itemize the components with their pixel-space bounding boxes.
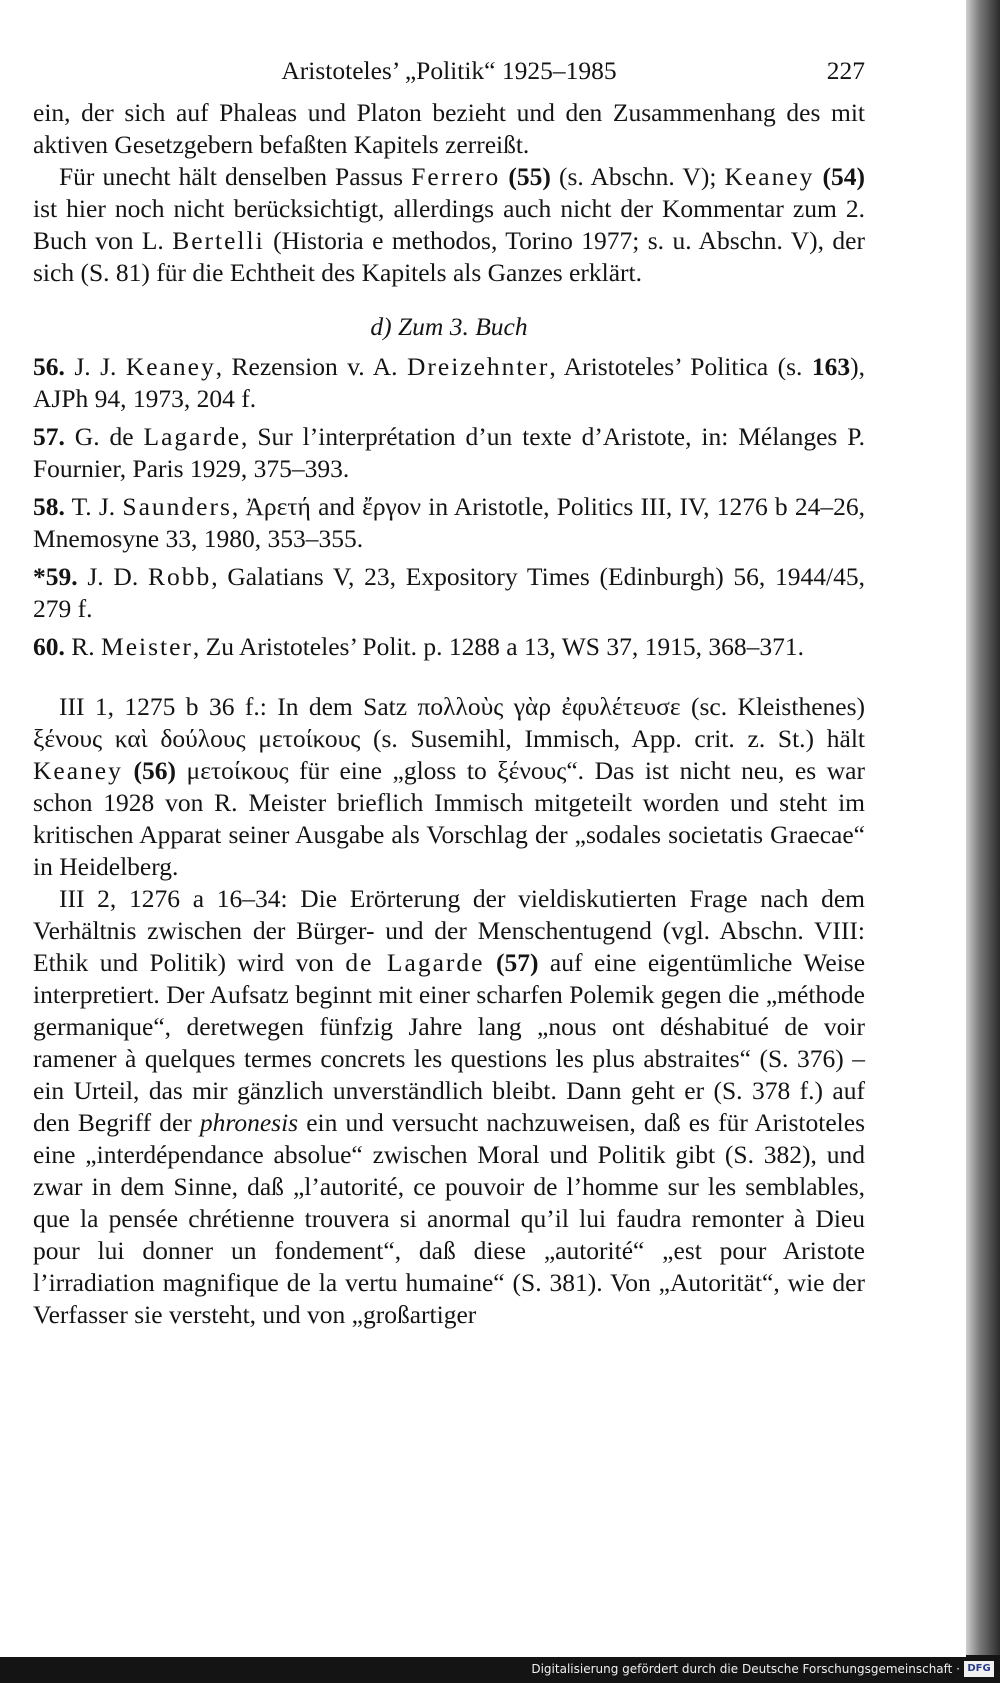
digitization-footer xyxy=(0,1657,1000,1683)
body-paragraph-1: III 1, 1275 b 36 f.: In dem Satz πολλοὺς γὰρ ἐφυλέτευσε (sc. Kleisthenes) ξένους καὶ δούλους μετοίκους (s. Susemihl, Immisch, App. crit. z. St.) hält Keaney (56) μετοίκους für eine „gloss to ξένους“. Das ist nicht neu, es war schon 1928 von R. Meister brieflich Immisch mitgeteilt worden und steht im kritischen Apparat seiner Ausgabe als Vorschlag der „sodales societatis Graecae“ in Heidelberg. xyxy=(33,692,865,881)
reference-number: (56) xyxy=(133,756,176,785)
running-title: Aristoteles’ „Politik“ 1925–1985 xyxy=(281,56,617,85)
author-name: Keaney xyxy=(33,756,123,785)
reference-number: (55) xyxy=(508,162,551,191)
author-name: Ferrero xyxy=(411,162,501,191)
section-heading: d) Zum 3. Buch xyxy=(370,312,528,341)
italic-term: phronesis xyxy=(199,1108,299,1137)
intro-paragraph-2: Für unecht hält denselben Passus Ferrero (55) (s. Abschn. V); Keaney (54) ist hier noch nicht berücksichtigt, allerdings auch nicht der Kommentar zum 2. Buch von L. Bertelli (Historia e methodos, Torino 1977; s. u. Abschn. V), der sich (S. 81) für die Echtheit des Kapitels als Ganzes erklärt. xyxy=(33,162,866,287)
bibliography-entry-57: 57. G. de Lagarde, Sur l’interprétation d’un texte d’Aristote, in: Mélanges P. Fournier, Paris 1929, 375–393. xyxy=(33,422,865,483)
bibliography-entry-58: 58. T. J. Saunders, Ἀρετή and ἔργον in Aristotle, Politics III, IV, 1276 b 24–26, Mnemosyne 33, 1980, 353–355. xyxy=(33,492,865,553)
bibliography-entry-56: 56. J. J. Keaney, Rezension v. A. Dreizehnter, Aristoteles’ Politica (s. 163), AJPh 94, 1973, 204 f. xyxy=(33,352,865,413)
reference-number: (54) xyxy=(822,162,866,191)
dfg-logo: DFG xyxy=(964,1661,994,1677)
intro-paragraph-1: ein, der sich auf Phaleas und Platon bezieht und den Zusammenhang des mit aktiven Gesetzgebern befaßten Kapitels zerreißt. xyxy=(33,98,865,159)
bibliography-entry-60: 60. R. Meister, Zu Aristoteles’ Polit. p. 1288 a 13, WS 37, 1915, 368–371. xyxy=(33,632,804,661)
author-name: Bertelli xyxy=(172,226,265,255)
bibliography-entry-59: *59. J. D. Robb, Galatians V, 23, Expository Times (Edinburgh) 56, 1944/45, 279 f. xyxy=(33,562,865,623)
page-text xyxy=(33,55,865,1331)
author-name: Keaney xyxy=(724,162,815,191)
author-name: de Lagarde xyxy=(345,948,485,977)
page-number: 227 xyxy=(826,56,865,85)
running-header xyxy=(33,55,865,87)
spacer xyxy=(33,669,865,691)
reference-number: (57) xyxy=(495,948,539,977)
body-paragraph-2: III 2, 1276 a 16–34: Die Erörterung der vieldiskutierten Frage nach dem Verhältnis zwischen der Bürger- und der Menschentugend (vgl. Abschn. VIII: Ethik und Politik) wird von de Lagarde (57) auf eine eigentümliche Weise interpretiert. Der Aufsatz beginnt mit einer scharfen Polemik gegen die „méthode germanique“, deretwegen fünfzig Jahre lang „nous ont déshabitué de voir ramener à quelques termes concrets les questions les plus abstraites“ (S. 376) – ein Urteil, das mir gänzlich unverständlich bleibt. Dann geht er (S. 378 f.) auf den Begriff der phronesis ein und versucht nachzuweisen, daß es für Aristoteles eine „interdépendance absolue“ zwischen Moral und Politik gibt (S. 382), und zwar in dem Sinne, daß „l’autorité, ce pouvoir de l’homme sur les semblables, que la pensée chrétienne trouvera si anormal qu’il lui faudra remonter à Dieu pour lui donner un fondement“, daß diese „autorité“ „est pour Aristote l’irradiation magnifique de la vertu humaine“ (S. 381). Von „Autorität“, wie der Verfasser sie versteht, und von „großartiger xyxy=(33,884,866,1329)
book-spine-edge xyxy=(966,0,1000,1655)
footer-credit: Digitalisierung gefördert durch die Deutsche Forschungsgemeinschaft · xyxy=(531,1662,960,1676)
